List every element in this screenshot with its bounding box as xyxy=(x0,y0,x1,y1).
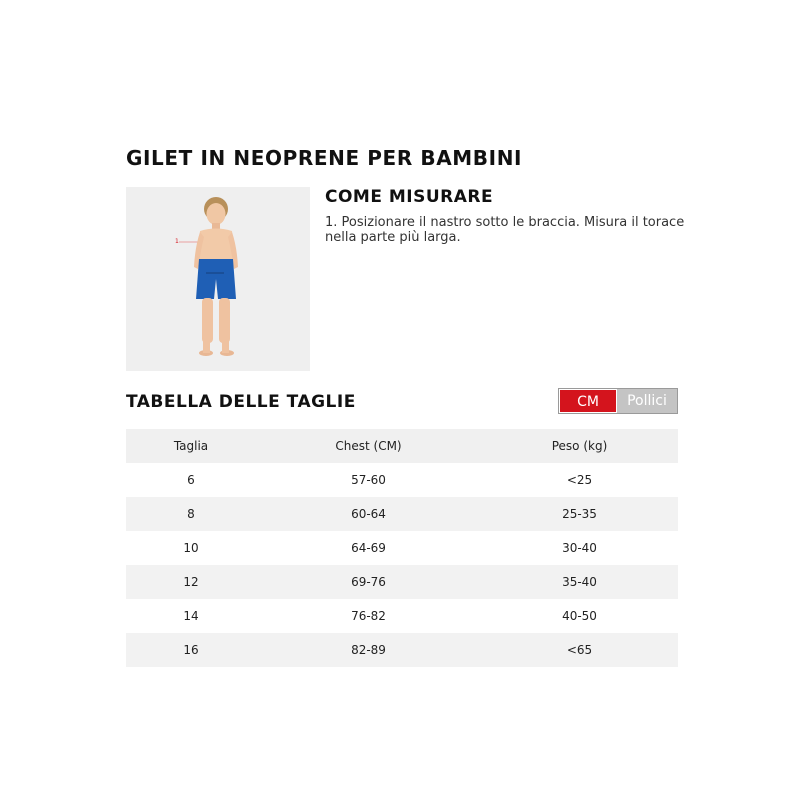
header-weight: Peso (kg) xyxy=(551,439,608,453)
child-figure-image xyxy=(126,187,310,371)
cell-size: 8 xyxy=(187,507,195,521)
cell-size: 16 xyxy=(183,643,199,657)
measure-marker-label: 1 xyxy=(175,238,179,245)
cell-weight: 40-50 xyxy=(562,609,597,623)
size-chart-title: TABELLA DELLE TAGLIE xyxy=(126,392,356,412)
table-row xyxy=(126,497,678,531)
cell-weight: <65 xyxy=(566,643,593,657)
header-chest: Chest (CM) xyxy=(335,439,402,453)
how-to-measure-title: COME MISURARE xyxy=(325,187,494,207)
cell-size: 12 xyxy=(183,575,199,589)
unit-cm-button[interactable]: CM xyxy=(559,389,617,413)
table-row xyxy=(126,633,678,667)
cell-weight: 25-35 xyxy=(562,507,597,521)
unit-inches-button[interactable]: Pollici xyxy=(617,389,677,413)
cell-chest: 69-76 xyxy=(351,575,386,589)
cell-weight: <25 xyxy=(566,473,593,487)
unit-toggle xyxy=(558,388,678,414)
table-row xyxy=(126,463,678,497)
cell-chest: 64-69 xyxy=(351,541,386,555)
measurement-figure xyxy=(126,187,310,371)
page-title: GILET IN NEOPRENE PER BAMBINI xyxy=(126,146,523,170)
cell-chest: 57-60 xyxy=(351,473,386,487)
table-header-row xyxy=(126,429,678,463)
cell-chest: 60-64 xyxy=(351,507,386,521)
cell-chest: 82-89 xyxy=(351,643,386,657)
table-row xyxy=(126,565,678,599)
how-to-measure-instructions: 1. Posizionare il nastro sotto le braccia. Misura il torace nella parte più larga. xyxy=(325,215,685,245)
cell-weight: 30-40 xyxy=(562,541,597,555)
size-table xyxy=(126,429,678,667)
cell-size: 10 xyxy=(183,541,199,555)
table-row xyxy=(126,599,678,633)
table-row xyxy=(126,531,678,565)
header-size: Taglia xyxy=(173,439,209,453)
cell-size: 6 xyxy=(187,473,195,487)
cell-weight: 35-40 xyxy=(562,575,597,589)
cell-chest: 76-82 xyxy=(351,609,386,623)
cell-size: 14 xyxy=(183,609,199,623)
